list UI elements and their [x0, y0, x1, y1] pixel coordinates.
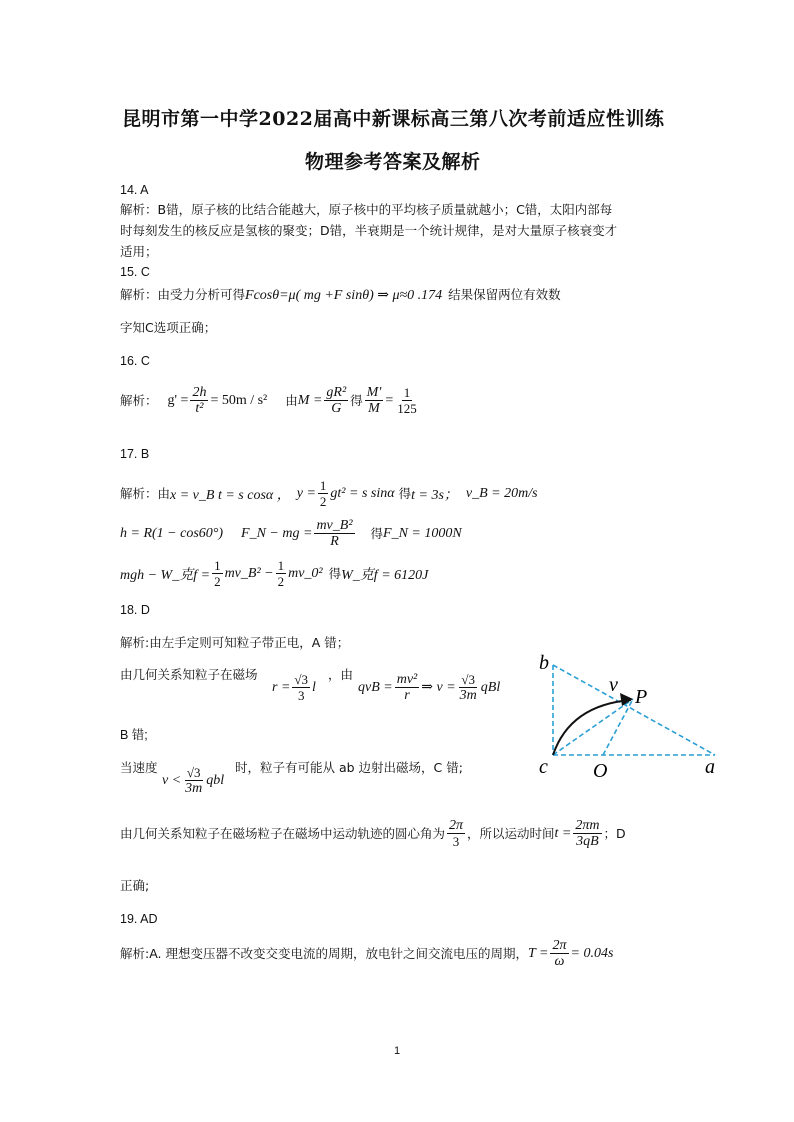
q17-l1-frac: $\frac{1}{2}$	[319, 478, 327, 509]
q18-l4-tail: qbl	[206, 772, 225, 788]
q16-g-frac: $\frac{2h}{\text{t²}}$	[192, 385, 207, 416]
line-cP	[553, 699, 633, 755]
q15-line1	[120, 285, 561, 305]
q18-l5-frac: $\frac{2\pi}{3}$	[449, 818, 464, 849]
line-ba	[553, 665, 715, 755]
q17-l3-a: mgh − W_克f =	[120, 567, 211, 583]
line-OP	[603, 699, 633, 755]
q18-l2-v: ⇒ v =	[421, 680, 456, 695]
q18-l4-frac: $\frac{√3}{3m}$	[185, 765, 203, 796]
diagram-dashed-lines	[553, 665, 715, 755]
q18-line2-prefix: 由几何关系知粒子在磁场	[120, 667, 258, 682]
q17-l1-e: t = 3s；	[411, 487, 458, 503]
q17-l2-a: h = R(1 − cos60°)	[120, 525, 224, 541]
q19-prefix: 解析:A. 理想变压器不改变交变电流的周期，放电针之间交流电压的周期，	[120, 945, 528, 961]
q17-l2-d: F_N = 1000N	[383, 525, 462, 541]
q15-prefix: 解析：由受力分析可得	[120, 287, 246, 302]
q19-label: 19. AD	[120, 912, 158, 926]
q16-g-lhs: g' =	[167, 392, 189, 408]
q18-line2-you: ，由	[328, 667, 354, 682]
q17-l3-frac2: $\frac{1}{2}$	[277, 558, 285, 589]
q16-you: 由	[285, 392, 298, 408]
q17-label: 17. B	[120, 447, 150, 461]
q14-label: 14. A	[120, 183, 149, 197]
q18-l2-v-frac: $\frac{√3}{3m}$	[459, 672, 477, 703]
q18-l5-mid: ，所以运动时间	[467, 825, 555, 841]
q18-line4-formula	[162, 765, 224, 796]
q17-l3-c: mv_0²	[288, 565, 323, 581]
q18-l2-q: qvB =	[358, 679, 393, 695]
q16-label: 16. C	[120, 354, 150, 368]
label-b: b	[539, 652, 549, 674]
q18-l5-prefix: 由几何关系知粒子在磁场粒子在磁场中运动轨迹的圆心角为	[120, 825, 446, 841]
q17-line3	[120, 558, 428, 589]
label-c: c	[539, 756, 548, 778]
q19-frac: $\frac{2\pi}{\omega}$	[552, 938, 567, 969]
q17-l1-a: x = v_B t = s cosα ，	[170, 487, 291, 503]
label-v: v	[609, 674, 618, 696]
q16-formula-line	[120, 385, 421, 416]
q19-line1	[120, 938, 613, 969]
q14-line2: 时每刻发生的核反应是氢核的聚变；D错，半衰期是一个统计规律，是对大量原子核衰变才	[120, 223, 618, 238]
q15-formula: Fcosθ=μ( mg +F sinθ) ⇒ μ≈0 .174	[245, 287, 443, 303]
label-P: P	[635, 686, 648, 708]
page-number: 1	[394, 1045, 401, 1057]
q17-l2-b: F_N − mg =	[241, 525, 313, 541]
q17-l1-b: y =	[296, 485, 316, 501]
page-title: 昆明市第一中学2022届高中新课标高三第八次考前适应性训练	[122, 108, 665, 130]
q16-g-rhs: = 50m / s²	[210, 392, 268, 408]
q18-l2-q-frac: $\frac{\text{mv²}}{r}$	[396, 672, 418, 703]
q18-line5	[120, 818, 626, 849]
q17-l1-d: 得	[398, 485, 412, 501]
q18-l2-r-frac: $\frac{√3}{3}$	[294, 672, 309, 703]
q15-suffix: 结果保留两位有效数	[448, 287, 561, 302]
q18-line4-suffix: 时，粒子有可能从 ab 边射出磁场，C 错;	[235, 760, 463, 775]
q16-m-frac: $\frac{\text{gR²}}{G}$	[326, 385, 347, 416]
q18-line4-prefix: 当速度	[120, 760, 158, 775]
q18-l4-v: v <	[162, 772, 182, 788]
q18-line3: B 错;	[120, 728, 148, 742]
q14-line3: 适用；	[120, 244, 158, 259]
q18-l2-l: l	[312, 679, 316, 695]
q17-l1-c: gt² = s sinα	[330, 485, 395, 501]
q15-line2: 字知C选项正确；	[120, 320, 217, 335]
q17-l3-frac1: $\frac{1}{2}$	[214, 558, 221, 589]
q16-eq: =	[385, 392, 394, 408]
label-a: a	[705, 756, 715, 778]
q17-l2-frac: $\frac{\text{mv\_B²}}{R}$	[316, 518, 353, 549]
q17-l2-c: 得	[370, 525, 384, 541]
q15-label: 15. C	[120, 265, 150, 279]
q19-tail: = 0.04s	[570, 945, 614, 961]
q18-line2-formula2	[358, 672, 500, 703]
q16-prefix: 解析：	[120, 392, 158, 408]
q17-l1-f: v_B = 20m/s	[465, 485, 538, 501]
q18-l5-t: t =	[554, 825, 572, 841]
q18-diagram	[525, 645, 735, 790]
q18-l5-t-frac: $\frac{2\pi m}{3qB}$	[575, 818, 600, 849]
q18-line1: 解析:由左手定则可知粒子带正电，A 错；	[120, 635, 350, 650]
q18-line2-formula	[272, 672, 316, 703]
page-subtitle: 物理参考答案及解析	[305, 151, 481, 173]
q17-l1-prefix: 解析：由	[120, 485, 171, 501]
q18-l2-r: r =	[272, 679, 291, 695]
label-O: O	[593, 760, 608, 782]
q18-l2-v-tail: qBl	[480, 679, 501, 695]
q16-result-frac: $\frac{1}{125}$	[397, 385, 417, 416]
q17-l3-b: mv_B² −	[224, 565, 274, 581]
q14-line1: 解析：B错，原子核的比结合能越大，原子核中的平均核子质量就越小；C错，太阳内部每	[120, 202, 613, 217]
q17-l3-d: 得	[328, 565, 342, 581]
q17-l3-e: W_克f = 6120J	[341, 567, 429, 583]
q18-line6: 正确;	[120, 878, 150, 893]
q17-line2	[120, 518, 462, 549]
q18-l5-suffix: ；D	[603, 825, 626, 841]
q16-ratio-frac: $\frac{M'}{M}$	[366, 385, 382, 416]
q19-T: T =	[528, 945, 549, 961]
q17-line1	[120, 478, 538, 509]
q16-m-lhs: M =	[297, 392, 323, 408]
q16-de: 得	[350, 392, 363, 408]
q18-label: 18. D	[120, 603, 150, 617]
